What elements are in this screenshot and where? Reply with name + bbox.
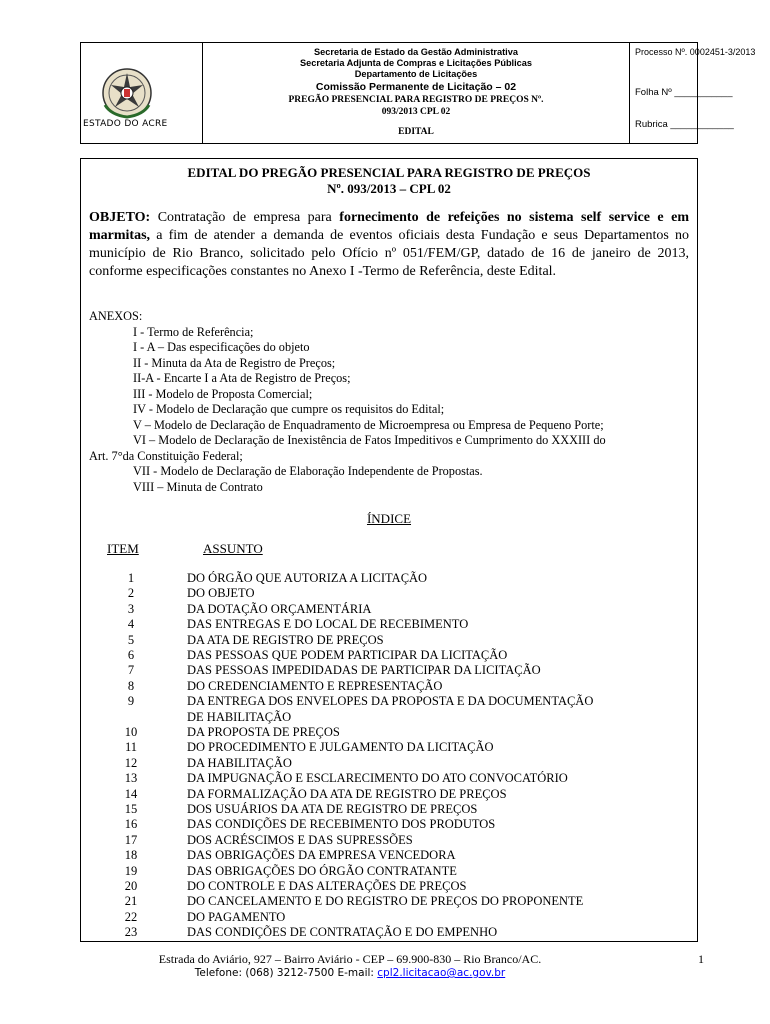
index-item-subject: DA HABILITAÇÃO [187, 755, 292, 770]
index-item-number: 6 [127, 648, 135, 662]
footer-phone: Telefone: (068) 3212-7500 E-mail: [194, 967, 378, 979]
objeto-text-2: a fim de atender a demanda de eventos oficiais desta Fundação e seus Departamentos no município de Rio Branco, solicitado pelo Ofício nº 051/FEM/GP, datado de 16 de janeiro de 2013, conforme especificações constantes no Anexo I -Termo de Referência, deste Edital. [89, 228, 689, 279]
index-item-subject: DAS OBRIGAÇÕES DO ÓRGÃO CONTRATANTE [187, 863, 457, 878]
document-title-line-2: Nº. 093/2013 – CPL 02 [327, 181, 451, 196]
column-header-assunto: ASSUNTO [203, 541, 263, 556]
anexo-item: VII - Modelo de Declaração de Elaboração Independente de Propostas. [133, 464, 483, 478]
anexo-item-continuation: Art. 7°da Constituição Federal; [89, 448, 243, 463]
dept-line-3: Departamento de Licitações [354, 69, 478, 79]
document-title-line-1: EDITAL DO PREGÃO PRESENCIAL PARA REGISTRO DE PREÇOS [187, 165, 591, 180]
index-item-number: 9 [127, 694, 135, 709]
index-item-number: 4 [127, 617, 135, 632]
anexo-item: IV - Modelo de Declaração que cumpre os requisitos do Edital; [133, 402, 445, 416]
index-item-subject: DO ÓRGÃO QUE AUTORIZA A LICITAÇÃO [187, 571, 428, 585]
anexo-item: III - Modelo de Proposta Comercial; [133, 386, 313, 401]
index-item-subject: DO OBJETO [187, 586, 255, 601]
index-item-number: 23 [124, 925, 138, 940]
header-department-cell [203, 43, 630, 143]
header-process-cell [630, 43, 756, 143]
commission-name: Comissão Permanente de Licitação – 02 [315, 81, 517, 93]
index-item-subject: DA PROPOSTA DE PREÇOS [187, 725, 340, 739]
footer-email-link[interactable]: cpl2.licitacao@ac.gov.br [377, 967, 506, 979]
index-item-subject: DO PAGAMENTO [187, 909, 286, 924]
index-item-number: 1 [127, 571, 135, 585]
index-item-number: 16 [124, 817, 138, 832]
anexo-item: II-A - Encarte I a Ata de Registro de Preços; [133, 371, 351, 385]
index-item-subject: DE HABILITAÇÃO [187, 709, 292, 724]
index-item-subject: DAS ENTREGAS E DO LOCAL DE RECEBIMENTO [187, 617, 469, 632]
index-item-subject: DA DOTAÇÃO ORÇAMENTÁRIA [187, 601, 372, 616]
footer-contact [0, 967, 700, 979]
objeto-text-bold: fornecimento de refeições no sistema self service e em marmitas, [89, 210, 689, 243]
index-item-number: 10 [124, 725, 138, 739]
header-logo-cell [81, 43, 203, 143]
state-label: ESTADO DO ACRE [83, 119, 168, 129]
index-item-number: 21 [124, 894, 138, 909]
index-item-subject: DO CREDENCIAMENTO E REPRESENTAÇÃO [187, 678, 443, 693]
index-item-subject: DAS CONDIÇÕES DE CONTRATAÇÃO E DO EMPENHO [187, 925, 498, 940]
index-item-subject: DA FORMALIZAÇÃO DA ATA DE REGISTRO DE PREÇOS [187, 786, 507, 801]
pregao-line-1: PREGÃO PRESENCIAL PARA REGISTRO DE PREÇOS Nº. [288, 95, 544, 105]
index-item-subject: DA IMPUGNAÇÃO E ESCLARECIMENTO DO ATO CONVOCATÓRIO [187, 771, 568, 786]
index-item-subject: DAS PESSOAS QUE PODEM PARTICIPAR DA LICITAÇÃO [187, 648, 508, 662]
anexo-item: VI – Modelo de Declaração de Inexistência de Fatos Impeditivos e Cumprimento do XXXIII do [133, 433, 606, 447]
index-item-number: 2 [127, 586, 135, 601]
dept-line-2: Secretaria Adjunta de Compras e Licitações Públicas [300, 58, 532, 68]
index-item-subject: DAS OBRIGAÇÕES DA EMPRESA VENCEDORA [187, 848, 456, 863]
index-item-number: 13 [124, 771, 138, 786]
process-number: Processo Nº. 0002451-3/2013 [635, 47, 756, 57]
index-item-number: 12 [124, 755, 138, 770]
index-item-number: 3 [127, 601, 135, 616]
index-item-subject: DO PROCEDIMENTO E JULGAMENTO DA LICITAÇÃO [187, 740, 494, 755]
state-seal-icon [99, 65, 155, 121]
index-item-number: 5 [127, 632, 135, 647]
index-item-subject: DO CANCELAMENTO E DO REGISTRO DE PREÇOS DO PROPONENTE [187, 894, 584, 909]
index-item-number: 14 [124, 786, 138, 801]
index-item-number: 15 [124, 802, 138, 816]
index-item-number: 18 [124, 848, 138, 863]
anexos-label: ANEXOS: [89, 309, 143, 323]
rubrica-field: Rubrica ____________ [635, 119, 734, 130]
anexos-list [89, 309, 695, 495]
index-item-subject: DA ATA DE REGISTRO DE PREÇOS [187, 632, 384, 647]
index-item-number: 20 [124, 879, 138, 893]
anexo-item: I - Termo de Referência; [133, 324, 254, 339]
objeto-paragraph [89, 209, 689, 281]
footer-address: Estrada do Aviário, 927 – Bairro Aviário - CEP – 69.900-830 – Rio Branco/AC. [158, 952, 542, 966]
index-item-number: 7 [127, 663, 135, 678]
index-item-number: 17 [124, 832, 138, 847]
page-number: 1 [698, 952, 704, 966]
dept-line-1: Secretaria de Estado da Gestão Administrativa [314, 47, 518, 57]
index-item-subject: DOS USUÁRIOS DA ATA DE REGISTRO DE PREÇOS [187, 802, 478, 816]
document-header [80, 42, 756, 144]
anexo-item: II - Minuta da Ata de Registro de Preços; [133, 355, 336, 370]
anexo-item: V – Modelo de Declaração de Enquadramento de Microempresa ou Empresa de Pequeno Porte; [133, 417, 604, 432]
index-item-number: 11 [124, 740, 138, 755]
anexo-item: I - A – Das especificações do objeto [133, 340, 310, 354]
folha-field: Folha Nº ___________ [635, 87, 733, 98]
column-header-item: ITEM [107, 541, 139, 556]
index-item-subject: DAS PESSOAS IMPEDIDADAS DE PARTICIPAR DA LICITAÇÃO [187, 663, 541, 678]
indice-title: ÍNDICE [366, 511, 412, 526]
index-item-subject: DOS ACRÉSCIMOS E DAS SUPRESSÕES [187, 832, 413, 847]
index-item-number: 19 [124, 863, 138, 878]
index-item-subject: DA ENTREGA DOS ENVELOPES DA PROPOSTA E DA DOCUMENTAÇÃO [187, 694, 594, 709]
edital-body [80, 158, 698, 942]
pregao-line-2: 093/2013 CPL 02 [381, 107, 451, 117]
index-item-subject: DO CONTROLE E DAS ALTERAÇÕES DE PREÇOS [187, 879, 467, 893]
index-item-number: 22 [124, 909, 138, 924]
index-item-subject: DAS CONDIÇÕES DE RECEBIMENTO DOS PRODUTOS [187, 817, 496, 832]
objeto-text-1: Contratação de empresa para [150, 210, 340, 225]
objeto-label: OBJETO: [89, 210, 151, 225]
index-item-number: 8 [127, 678, 135, 693]
edital-label: EDITAL [398, 127, 434, 137]
anexo-item: VIII – Minuta de Contrato [133, 479, 263, 494]
